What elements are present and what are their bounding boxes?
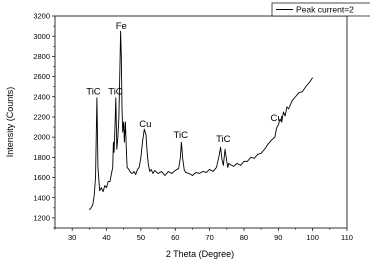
y-tick-label: 1400 — [33, 193, 50, 203]
x-axis-ticks — [55, 228, 353, 242]
y-tick-label: 2600 — [33, 72, 50, 82]
x-tick-label: 90 — [274, 233, 283, 242]
x-tick-label: 70 — [205, 233, 214, 242]
x-axis-title: 2 Theta (Degree) — [165, 249, 235, 259]
peak-annotation: TiC — [108, 86, 123, 98]
x-tick-label: 30 — [68, 233, 77, 242]
peak-annotation: Cu — [139, 119, 152, 131]
legend — [272, 3, 370, 16]
legend-label: Peak current=2 — [296, 4, 354, 15]
peak-annotation: TiC — [86, 86, 101, 98]
y-tick-label: 2200 — [33, 112, 50, 122]
y-tick-label: 1200 — [33, 213, 50, 223]
x-tick-label: 50 — [136, 233, 146, 242]
y-tick-label: 2400 — [33, 92, 50, 102]
peak-annotation: TiC — [216, 134, 231, 146]
x-tick-label: 60 — [171, 233, 180, 242]
y-tick-label: 2800 — [33, 51, 50, 61]
y-axis-title: Intensity (Counts) — [5, 86, 15, 158]
x-tick-label: 100 — [306, 233, 319, 242]
plot-area — [55, 16, 347, 228]
peak-annotation: Cu — [270, 112, 283, 124]
y-tick-label: 1800 — [33, 152, 50, 162]
peak-annotation: Fe — [115, 21, 127, 33]
peak-annotation: TiC — [173, 130, 188, 142]
y-axis-ticks — [33, 12, 55, 228]
y-tick-label: 3000 — [33, 31, 50, 41]
y-tick-label: 1600 — [33, 173, 50, 183]
x-tick-label: 80 — [239, 233, 249, 242]
x-tick-label: 40 — [102, 233, 111, 242]
x-tick-label: 110 — [341, 233, 353, 242]
y-tick-label: 3200 — [33, 11, 50, 21]
y-tick-label: 2000 — [33, 132, 50, 142]
annotation-layer — [86, 21, 282, 145]
